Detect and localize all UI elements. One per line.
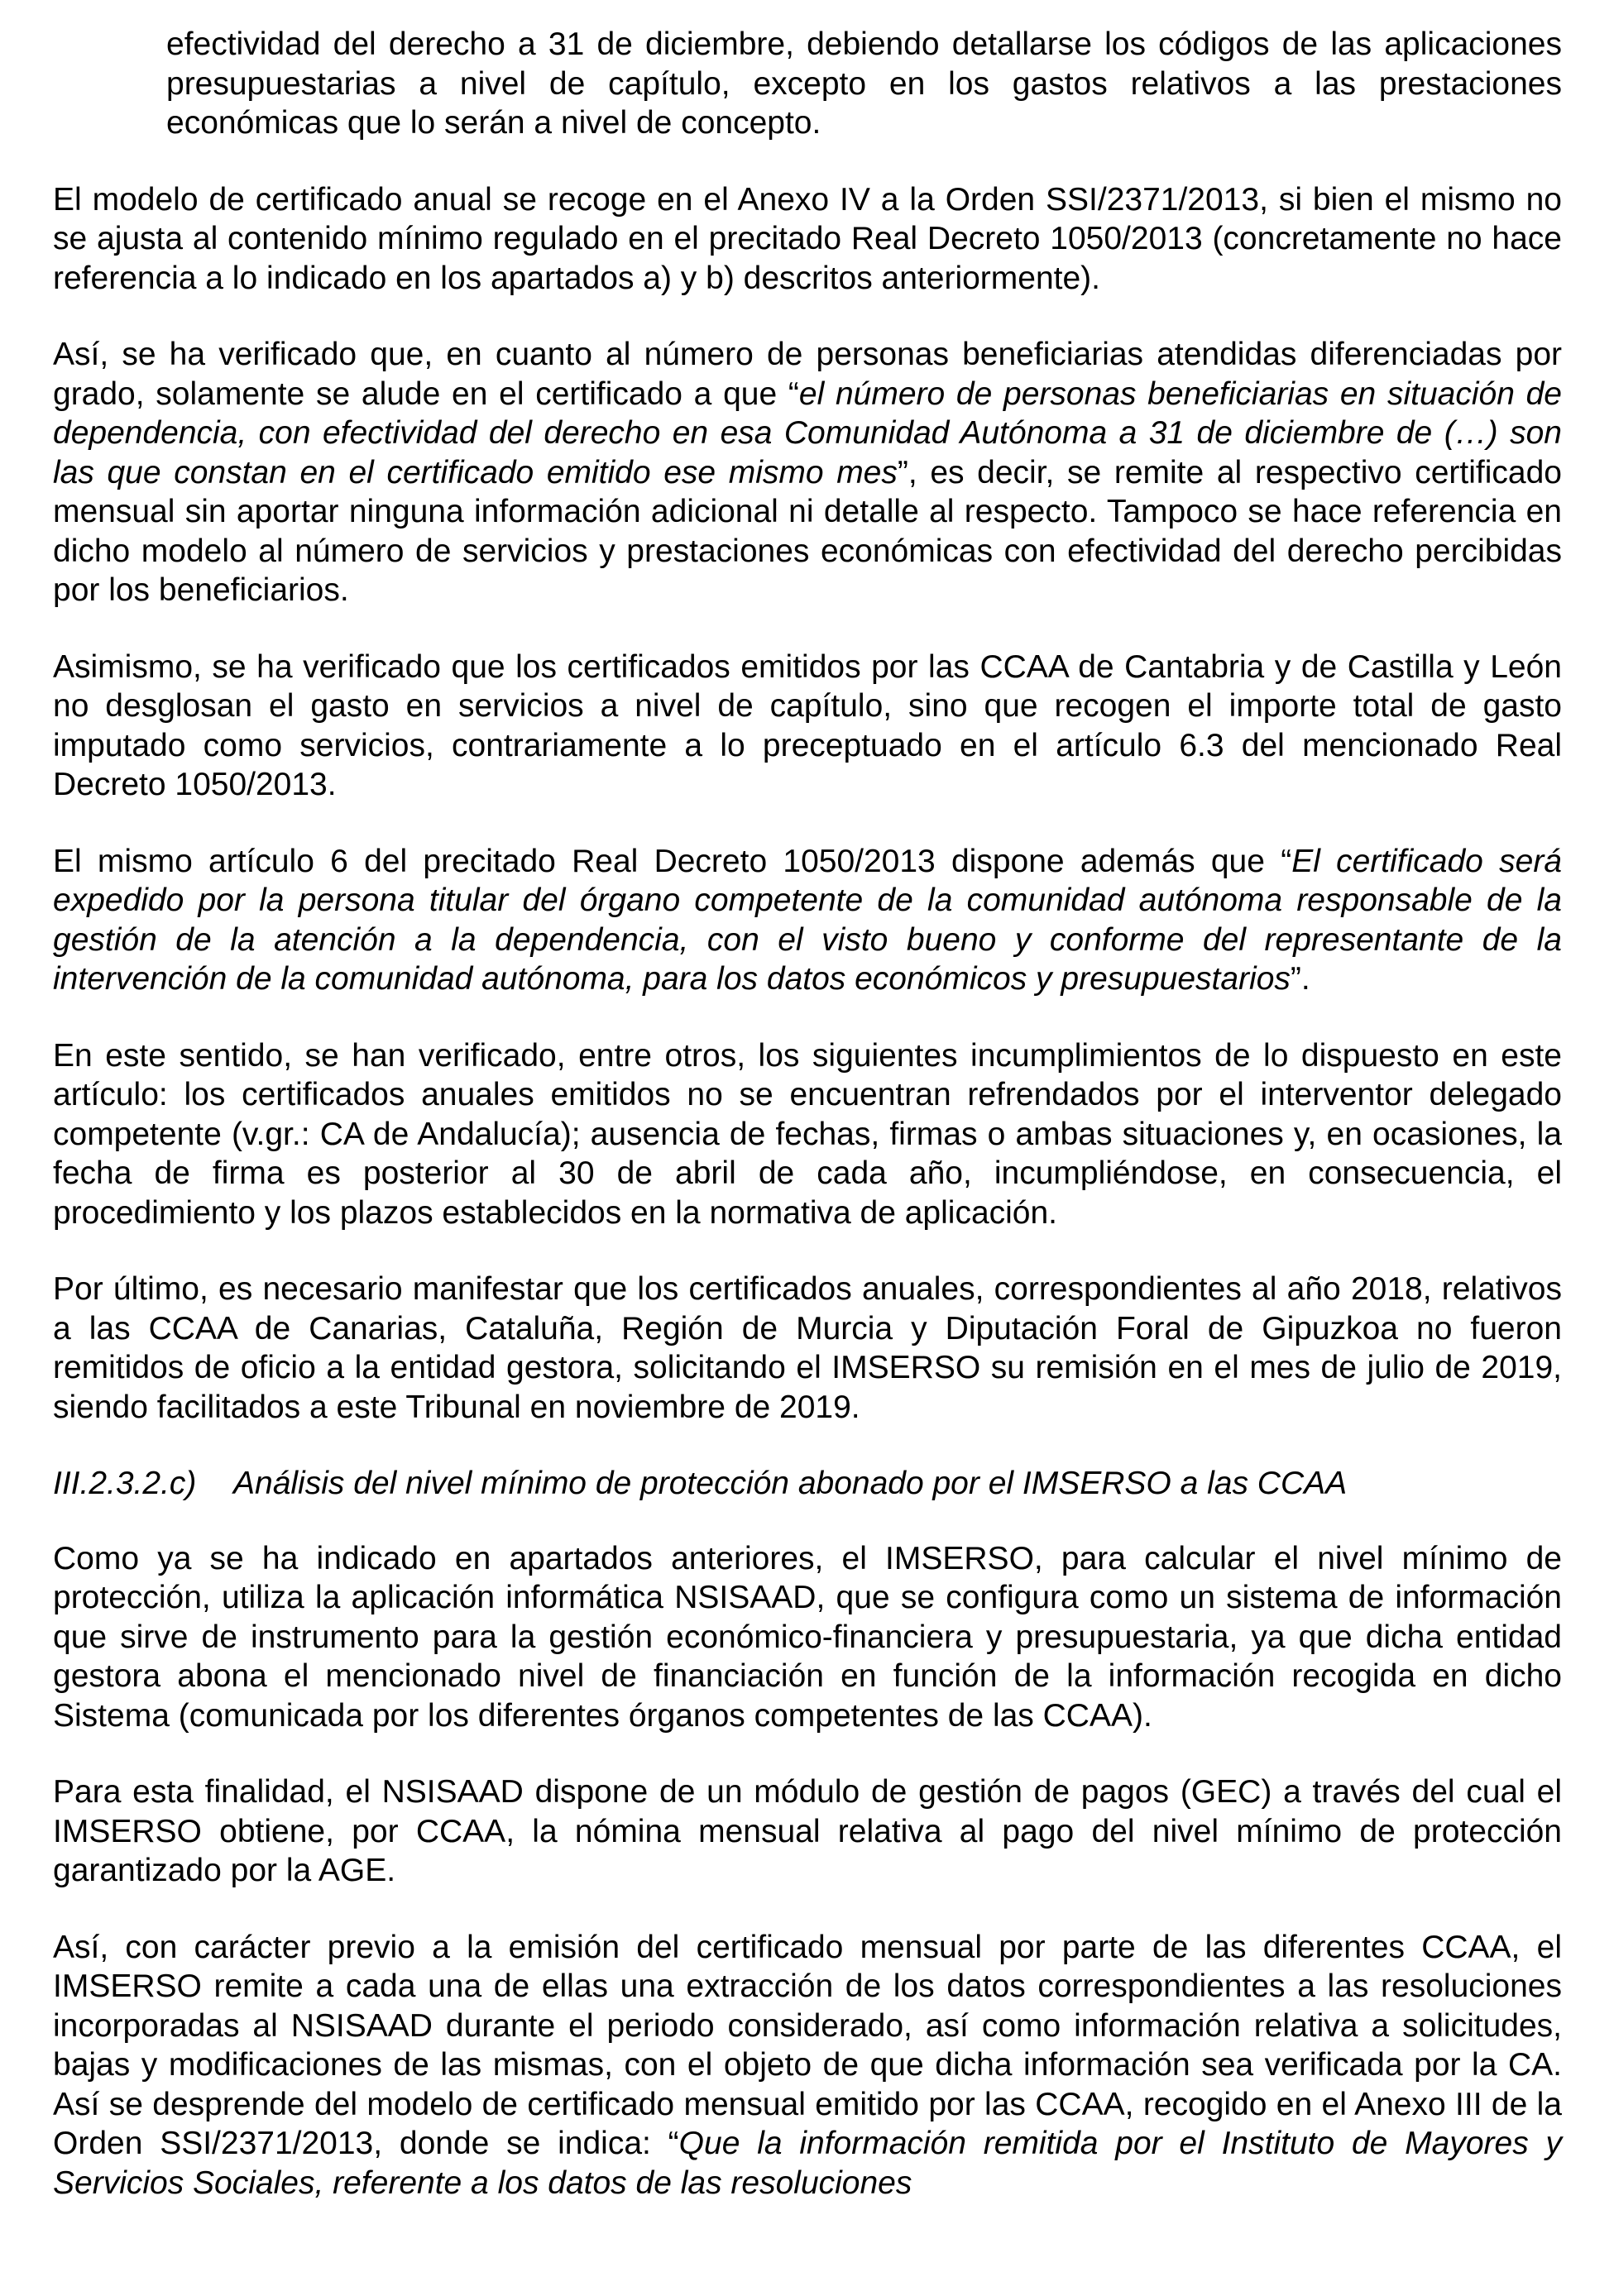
quoted-text: el número de personas beneficiarias en situación de dependencia, con efectividad del derecho en esa Comunidad Autónoma a 31 de diciembre de (…) son las que constan en el certificado emitido ese mismo mes <box>53 375 1562 490</box>
section-heading <box>53 1464 1562 1504</box>
paragraph-cantabria-castilla: Asimismo, se ha verificado que los certificados emitidos por las CCAA de Cantabria y de Castilla y León no desglosan el gasto en servicios a nivel de capítulo, sino que recogen el importe total de gasto imputado como servicios, contrariamente a lo preceptuado en el artículo 6.3 del mencionado Real Decreto 1050/2013. <box>53 648 1562 802</box>
paragraph-continuation: efectividad del derecho a 31 de diciembre, debiendo detallarse los códigos de las aplicaciones presupuestarias a nivel de capítulo, excepto en los gastos relativos a las prestaciones económicas que lo serán a nivel de concepto. <box>166 26 1562 141</box>
paragraph-text: Así, con carácter previo a la emisión del certificado mensual por parte de las diferentes CCAA, el IMSERSO remite a cada una de ellas una extracción de los datos correspondientes a las resoluciones incorporadas al NSISAAD durante el periodo considerado, así como información relativa a solicitudes, bajas y modificaciones de las mismas, con el objeto de que dicha información sea verificada por la CA. Así se desprende del modelo de certificado mensual emitido por las CCAA, recogido en el Anexo III de la Orden SSI/2371/2013, donde se indica: “ <box>53 1929 1562 2161</box>
document-page <box>53 25 1562 2240</box>
paragraph-text: ”. <box>1290 961 1310 997</box>
paragraph-monthly-certificate <box>53 1928 1562 2203</box>
section-title: Análisis del nivel mínimo de protección abonado por el IMSERSO a las CCAA <box>233 1466 1348 1501</box>
paragraph-gec-module: Para esta finalidad, el NSISAAD dispone de un módulo de gestión de pagos (GEC) a través del cual el IMSERSO obtiene, por CCAA, la nómina mensual relativa al pago del nivel mínimo de protección garantizado por la AGE. <box>53 1774 1562 1888</box>
section-number: III.2.3.2.c) <box>53 1466 197 1501</box>
paragraph-annual-certificate-model: El modelo de certificado anual se recoge en el Anexo IV a la Orden SSI/2371/2013, si bien el mismo no se ajusta al contenido mínimo regulado en el precitado Real Decreto 1050/2013 (concretamente no hace referencia a lo indicado en los apartados a) y b) descritos anteriormente). <box>53 181 1562 296</box>
paragraph-text: ”, es decir, se remite al respectivo certificado mensual sin aportar ninguna información adicional ni detalle al respecto. Tampoco se hace referencia en dicho modelo al número de servicios y prestaciones económicas con efectividad del derecho percibidas por los beneficiarios. <box>53 454 1562 608</box>
paragraph-article-6 <box>53 842 1562 999</box>
quoted-text: Que la información remitida por el Instituto de Mayores y Servicios Sociales, referente a los datos de las resoluciones <box>53 2126 1562 2201</box>
paragraph-noncompliance: En este sentido, se han verificado, entre otros, los siguientes incumplimientos de lo dispuesto en este artículo: los certificados anuales emitidos no se encuentran refrendados por el interventor delegado competente (v.gr.: CA de Andalucía); ausencia de fechas, firmas o ambas situaciones y, en ocasiones, la fecha de firma es posterior al 30 de abril de cada año, incumpliéndose, en consecuencia, el procedimiento y los plazos establecidos en la normativa de aplicación. <box>53 1037 1562 1231</box>
paragraph-text: Así, se ha verificado que, en cuanto al número de personas beneficiarias atendidas diferenciadas por grado, solamente se alude en el certificado a que “ <box>53 337 1562 412</box>
paragraph-nsisaad: Como ya se ha indicado en apartados anteriores, el IMSERSO, para calcular el nivel mínimo de protección, utiliza la aplicación informática NSISAAD, que se configura como un sistema de información que sirve de instrumento para la gestión económico-financiera y presupuestaria, ya que dicha entidad gestora abona el mencionado nivel de financiación en función de la información recogida en dicho Sistema (comunicada por los diferentes órganos competentes de las CCAA). <box>53 1540 1562 1734</box>
paragraph-text: El mismo artículo 6 del precitado Real Decreto 1050/2013 dispone además que “ <box>53 843 1292 879</box>
paragraph-certificates-2018: Por último, es necesario manifestar que los certificados anuales, correspondientes al año 2018, relativos a las CCAA de Canarias, Cataluña, Región de Murcia y Diputación Foral de Gipuzkoa no fueron remitidos de oficio a la entidad gestora, solicitando el IMSERSO su remisión en el mes de julio de 2019, siendo facilitados a este Tribunal en noviembre de 2019. <box>53 1271 1562 1425</box>
quoted-text: El certificado será expedido por la persona titular del órgano competente de la comunidad autónoma responsable de la gestión de la atención a la dependencia, con el visto bueno y conforme del representante de la intervención de la comunidad autónoma, para los datos económicos y presupuestarios <box>53 843 1562 997</box>
paragraph-beneficiaries-verification <box>53 335 1562 610</box>
